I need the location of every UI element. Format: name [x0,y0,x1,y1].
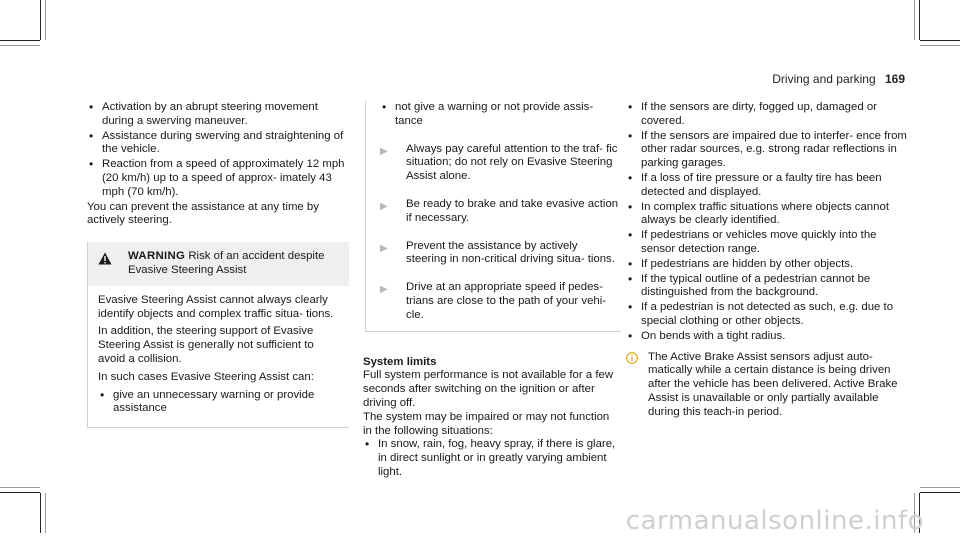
crop-mark [920,45,960,46]
crop-mark [920,492,960,493]
warning-triangle-icon [98,250,128,278]
list-item: • give an unnecessary warning or provide assistance [98,389,339,417]
list-item: • If the sensors are dirty, fogged up, damaged or covered. [626,101,908,129]
action-arrow-icon: ▶ [380,145,388,157]
list-item: • not give a warning or not provide assis- tance [380,101,621,129]
watermark: carmanualsonline.info [625,506,924,536]
list-item: • In snow, rain, fog, heavy spray, if there is glare, in direct sunlight or in greatly varying ambient light. [363,438,621,479]
column-1 [87,101,349,428]
list-item: • If the typical outline of a pedestrian cannot be distinguished from the background. [626,273,908,301]
list-item: • Reaction from a speed of approximately 12 mph (20 km/h) up to a speed of approx- imately 43 mph (70 km/h). [87,158,349,199]
crop-mark [40,0,41,40]
action-arrow-icon: ▶ [380,242,388,254]
crop-mark [0,487,40,488]
warning-paragraph: Evasive Steering Assist cannot always clearly identify objects and complex traffic situa- tions. [98,293,334,320]
crop-mark [0,45,40,46]
crop-mark [914,0,915,40]
action-step: ▶ Prevent the assistance by actively steering in non-critical driving situa- tions. [380,239,615,266]
crop-mark [40,493,41,533]
crop-mark [919,0,920,40]
limits-list [626,101,908,344]
crop-mark [920,40,960,41]
crop-mark [45,0,46,40]
column-3 [626,101,908,420]
crop-mark [45,493,46,533]
list-item: • If pedestrians are hidden by other objects. [626,258,908,272]
page-number: 169 [884,72,905,86]
list-item: • In complex traffic situations where objects cannot always be clearly identified. [626,201,908,229]
list-item: • If the sensors are impaired due to interfer- ence from other radar sources, e.g. strong radar reflections in parking garages. [626,130,908,171]
list-item: • On bends with a tight radius. [626,330,908,344]
list-item: • Assistance during swerving and straightening of the vehicle. [87,130,349,158]
crop-mark [920,487,960,488]
crop-mark [0,40,40,41]
prevent-text: You can prevent the assistance at any time by actively steering. [87,200,319,227]
system-limits-paragraph: The system may be impaired or may not function in the following situations: [363,410,610,437]
info-circle-icon [626,351,648,420]
action-arrow-icon: ▶ [380,284,388,296]
crop-mark [0,492,40,493]
warning-label: WARNING [128,250,186,263]
list-item: • Activation by an abrupt steering movement during a swerving maneuver. [87,101,349,129]
warning-paragraph: In such cases Evasive Steering Assist can: [98,370,314,383]
warning-header [88,242,349,286]
warning-box-continued [365,101,621,332]
list-item: • If pedestrians or vehicles move quickly into the sensor detection range. [626,229,908,257]
system-limits-title: System limits [363,355,437,368]
action-arrow-icon: ▶ [380,200,388,212]
warning-paragraph: In addition, the steering support of Evasive Steering Assist is generally not sufficient to avoid a collision. [98,325,314,365]
list-item: • If a loss of tire pressure or a faulty tire has been detected and displayed. [626,172,908,200]
system-limits-paragraph: Full system performance is not available for a few seconds after switching on the ignition or after driving off. [363,369,614,409]
warning-box [87,242,349,428]
warning-headline: Risk of an accident despite Evasive Steering Assist [128,250,325,276]
warning-body [88,286,349,427]
action-step: ▶ Be ready to brake and take evasive action if necessary. [380,197,619,224]
list-item: • If a pedestrian is not detected as such, e.g. due to special clothing or other objects. [626,301,908,329]
action-step: ▶ Always pay careful attention to the traf- fic situation; do not rely on Evasive Steering Assist alone. [380,142,618,183]
action-step: ▶ Drive at an appropriate speed if pedes- trians are close to the path of your vehi- cle. [380,281,607,321]
info-note [626,351,908,420]
section-title: Driving and parking [772,72,876,86]
info-text: The Active Brake Assist sensors adjust auto- matically while a certain distance is being driven after the vehicle has been delivered. Active Brake Assist is unavailable or only partially available during this teach-in period. [648,350,898,418]
column-2 [363,101,621,481]
page-header [772,73,905,87]
activation-list [87,101,349,200]
